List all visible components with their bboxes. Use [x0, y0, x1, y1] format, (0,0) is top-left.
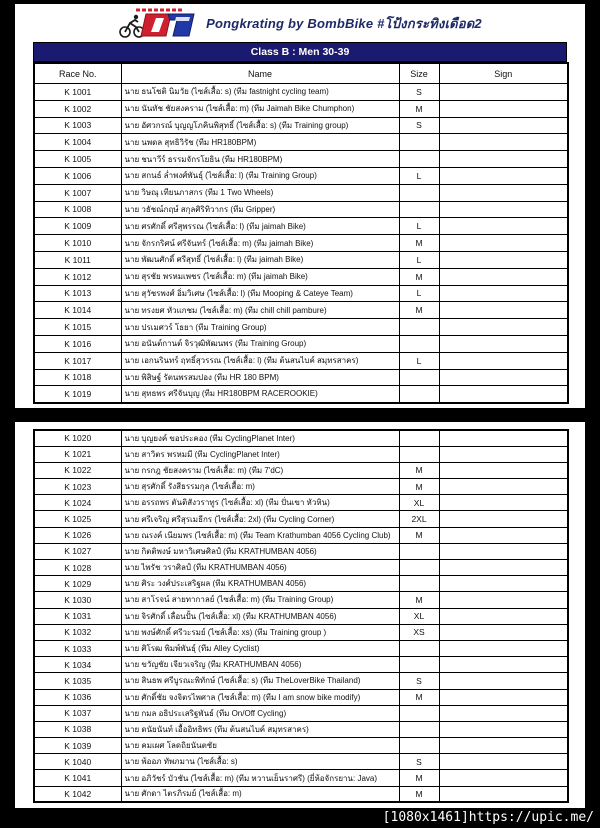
size-cell: M	[399, 462, 439, 478]
size-cell	[399, 738, 439, 754]
sign-cell	[439, 576, 568, 592]
race-no-cell: K 1007	[34, 184, 121, 201]
col-header-name: Name	[121, 63, 399, 84]
name-cell: นาย สินธพ ศรีบูรณะพิทักษ์ (ไซส์เสื้อ: s) (ทีม TheLoverBike Thailand)	[121, 673, 399, 689]
size-cell	[399, 201, 439, 218]
size-cell: S	[399, 84, 439, 101]
name-cell: นาย ธนโชติ นิมวัย (ไซส์เสื้อ: s) (ทีม fastnight cycling team)	[121, 84, 399, 101]
name-cell: นาย พิสิษฐ์ รัตนพรสมปอง (ทีม HR 180 BPM)	[121, 369, 399, 386]
size-cell: M	[399, 479, 439, 495]
race-no-cell: K 1036	[34, 689, 121, 705]
size-cell: XS	[399, 624, 439, 640]
sign-cell	[439, 640, 568, 656]
race-no-cell: K 1030	[34, 592, 121, 608]
race-no-cell: K 1041	[34, 770, 121, 786]
size-cell	[399, 319, 439, 336]
name-cell: นาย ชนาวีร์ ธรรมจักรโยธิน (ทีม HR180BPM)	[121, 151, 399, 168]
race-no-cell: K 1027	[34, 543, 121, 559]
name-cell: นาย นพดล สุทธิวิรัช (ทีม HR180BPM)	[121, 134, 399, 151]
name-cell: นาย กรกฎ ชัยสงคราม (ไซส์เสื้อ: m) (ทีม 7'dC)	[121, 462, 399, 478]
size-cell	[399, 640, 439, 656]
col-header-race-no: Race No.	[34, 63, 121, 84]
document-header	[15, 4, 585, 42]
size-cell: S	[399, 673, 439, 689]
document-page-2	[15, 422, 585, 808]
size-cell	[399, 446, 439, 462]
name-cell: นาย จักรกริศน์ ศรีจันทร์ (ไซส์เสื้อ: m) (ทีม jaimah Bike)	[121, 235, 399, 252]
page-title: Pongkrating by BombBike #โป้งกระทิงเดือด2	[206, 15, 482, 31]
race-no-cell: K 1028	[34, 560, 121, 576]
table-row	[34, 770, 568, 786]
sign-cell	[439, 251, 568, 268]
table-row	[34, 462, 568, 478]
size-cell: M	[399, 268, 439, 285]
race-no-cell: K 1002	[34, 100, 121, 117]
name-cell: นาย กมล อธิประเสริฐพันธ์ (ทีม On/Off Cycling)	[121, 705, 399, 721]
sign-cell	[439, 511, 568, 527]
table-row	[34, 84, 568, 101]
sign-cell	[439, 446, 568, 462]
table-row	[34, 201, 568, 218]
size-cell: L	[399, 218, 439, 235]
size-cell: L	[399, 352, 439, 369]
race-no-cell: K 1031	[34, 608, 121, 624]
race-no-cell: K 1004	[34, 134, 121, 151]
sign-cell	[439, 84, 568, 101]
size-cell: M	[399, 302, 439, 319]
sign-cell	[439, 608, 568, 624]
size-cell	[399, 543, 439, 559]
table-row	[34, 369, 568, 386]
name-cell: นาย บุญยงค์ ขอประคอง (ทีม CyclingPlanet Inter)	[121, 430, 399, 446]
table-row	[34, 302, 568, 319]
sign-cell	[439, 770, 568, 786]
name-cell: นาย พ้ออภ ทัพภมาน (ไซส์เสื้อ: s)	[121, 754, 399, 770]
name-cell: นาย สาโรจน์ สายทากาลย์ (ไซส์เสื้อ: m) (ทีม Training Group)	[121, 592, 399, 608]
table-row	[34, 167, 568, 184]
class-header-bar: Class B : Men 30-39	[33, 42, 567, 62]
name-cell: นาย ศรศักดิ์ ศรีสุพรรณ (ไซส์เสื้อ: l) (ทีม jaimah Bike)	[121, 218, 399, 235]
document-page-1	[15, 4, 585, 408]
race-no-cell: K 1023	[34, 479, 121, 495]
table-row	[34, 560, 568, 576]
race-no-cell: K 1019	[34, 386, 121, 403]
table-row	[34, 527, 568, 543]
size-cell: M	[399, 786, 439, 802]
name-cell: นาย สกนธ์ ล่ำพงศ์พันธุ์ (ไซส์เสื้อ: l) (ทีม Training Group)	[121, 167, 399, 184]
race-no-cell: K 1009	[34, 218, 121, 235]
table-row	[34, 319, 568, 336]
size-cell: 2XL	[399, 511, 439, 527]
sign-cell	[439, 430, 568, 446]
riders-table-1	[33, 62, 569, 404]
name-cell: นาย อภิวัชร์ บัวชัน (ไซส์เสื้อ: m) (ทีม หวานเย็นราศรี) (ยี่ห้อจักรยาน: Java)	[121, 770, 399, 786]
race-no-cell: K 1012	[34, 268, 121, 285]
table-row	[34, 689, 568, 705]
race-no-cell: K 1017	[34, 352, 121, 369]
race-no-cell: K 1029	[34, 576, 121, 592]
name-cell: นาย เอกนรินทร์ ฤทธิ์สุวรรณ (ไซส์เสื้อ: l) (ทีม ต้นสนไบค์ สมุทรสาคร)	[121, 352, 399, 369]
riders-table-2	[33, 429, 569, 803]
sign-cell	[439, 151, 568, 168]
sign-cell	[439, 786, 568, 802]
race-no-cell: K 1034	[34, 657, 121, 673]
table-row	[34, 738, 568, 754]
name-cell: นาย พงษ์ศักดิ์ ศรีวะรมย์ (ไซส์เสื้อ: xs) (ทีม Training group )	[121, 624, 399, 640]
table-row	[34, 251, 568, 268]
size-cell	[399, 386, 439, 403]
race-no-cell: K 1011	[34, 251, 121, 268]
sign-cell	[439, 167, 568, 184]
size-cell	[399, 657, 439, 673]
sign-cell	[439, 285, 568, 302]
size-cell: L	[399, 285, 439, 302]
name-cell: นาย อนันต์กานต์ จิรวุฒิพัฒนพร (ทีม Training Group)	[121, 335, 399, 352]
name-cell: นาย ศักดิ์ชัย จงจิตรไพศาล (ไซส์เสื้อ: m) (ทีม I am snow bike modify)	[121, 689, 399, 705]
sign-cell	[439, 302, 568, 319]
table-row	[34, 754, 568, 770]
race-no-cell: K 1001	[34, 84, 121, 101]
table-row	[34, 511, 568, 527]
sign-cell	[439, 319, 568, 336]
table-row	[34, 576, 568, 592]
race-no-cell: K 1013	[34, 285, 121, 302]
name-cell: นาย พัฒนศักดิ์ ศรีสุทธิ์ (ไซส์เสื้อ: l) (ทีม jaimah Bike)	[121, 251, 399, 268]
sign-cell	[439, 673, 568, 689]
race-no-cell: K 1015	[34, 319, 121, 336]
size-cell: S	[399, 754, 439, 770]
bike-team-logo-icon	[118, 6, 198, 40]
table-row	[34, 430, 568, 446]
name-cell: นาย อัศวกรณ์ บุญญโภคินพิสุทธิ์ (ไซส์เสื้อ: s) (ทีม Training group)	[121, 117, 399, 134]
name-cell: นาย สุทธพร ศรีจันบุญ (ทีม HR180BPM RACEROOKIE)	[121, 386, 399, 403]
race-no-cell: K 1014	[34, 302, 121, 319]
name-cell: นาย สุรชัย พรหมเพชร (ไซส์เสื้อ: m) (ทีม jaimah Bike)	[121, 268, 399, 285]
table-row	[34, 117, 568, 134]
table-row	[34, 786, 568, 802]
sign-cell	[439, 527, 568, 543]
table-header-row	[34, 63, 568, 84]
col-header-sign: Sign	[439, 63, 568, 84]
name-cell: นาย ปรเมศวร์ โธยา (ทีม Training Group)	[121, 319, 399, 336]
table-row	[34, 268, 568, 285]
size-cell: S	[399, 117, 439, 134]
race-no-cell: K 1033	[34, 640, 121, 656]
race-no-cell: K 1003	[34, 117, 121, 134]
sign-cell	[439, 657, 568, 673]
size-cell: M	[399, 770, 439, 786]
sign-cell	[439, 201, 568, 218]
size-cell: M	[399, 527, 439, 543]
name-cell: นาย ศรีเจริญ ศรีสุรเมธีกร (ไซส์เสื้อ: 2xl) (ทีม Cycling Corner)	[121, 511, 399, 527]
table-row	[34, 495, 568, 511]
sign-cell	[439, 738, 568, 754]
size-cell	[399, 184, 439, 201]
table-row	[34, 235, 568, 252]
sign-cell	[439, 386, 568, 403]
race-no-cell: K 1021	[34, 446, 121, 462]
sign-cell	[439, 235, 568, 252]
name-cell: นาย ณรงค์ เนียมพร (ไซส์เสื้อ: m) (ทีม Team Krathumban 4056 Cycling Club)	[121, 527, 399, 543]
race-no-cell: K 1018	[34, 369, 121, 386]
table-row	[34, 335, 568, 352]
name-cell: นาย ศักดา ไตรภิรมย์ (ไซส์เสื้อ: m)	[121, 786, 399, 802]
size-cell: XL	[399, 495, 439, 511]
size-cell	[399, 151, 439, 168]
table-row	[34, 592, 568, 608]
race-no-cell: K 1006	[34, 167, 121, 184]
sign-cell	[439, 268, 568, 285]
table-row	[34, 218, 568, 235]
sign-cell	[439, 184, 568, 201]
table-row	[34, 386, 568, 403]
race-no-cell: K 1010	[34, 235, 121, 252]
name-cell: นาย วิษณุ เทียนภาสกร (ทีม 1 Two Wheels)	[121, 184, 399, 201]
table-row	[34, 657, 568, 673]
race-no-cell: K 1008	[34, 201, 121, 218]
sign-cell	[439, 721, 568, 737]
sign-cell	[439, 754, 568, 770]
size-cell	[399, 560, 439, 576]
sign-cell	[439, 560, 568, 576]
sign-cell	[439, 479, 568, 495]
name-cell: นาย นันทัช ชัยสงคราม (ไซส์เสื้อ: m) (ทีม Jaimah Bike Chumphon)	[121, 100, 399, 117]
name-cell: นาย ทรงยศ หัวแกชม (ไซส์เสื้อ: m) (ทีม chill chill pambure)	[121, 302, 399, 319]
size-cell	[399, 705, 439, 721]
table-row	[34, 285, 568, 302]
sign-cell	[439, 335, 568, 352]
size-cell	[399, 576, 439, 592]
table-row	[34, 151, 568, 168]
sign-cell	[439, 592, 568, 608]
name-cell: นาย ไพรัช วราศิลป์ (ทีม KRATHUMBAN 4056)	[121, 560, 399, 576]
size-cell	[399, 430, 439, 446]
image-host-watermark: [1080x1461]https://upic.me/	[382, 810, 594, 825]
sign-cell	[439, 705, 568, 721]
table-row	[34, 352, 568, 369]
table-row	[34, 624, 568, 640]
table-row	[34, 134, 568, 151]
sign-cell	[439, 624, 568, 640]
race-no-cell: K 1032	[34, 624, 121, 640]
size-cell: L	[399, 167, 439, 184]
sign-cell	[439, 462, 568, 478]
sign-cell	[439, 543, 568, 559]
size-cell: M	[399, 592, 439, 608]
sign-cell	[439, 117, 568, 134]
table-row	[34, 673, 568, 689]
race-no-cell: K 1020	[34, 430, 121, 446]
sign-cell	[439, 134, 568, 151]
size-cell	[399, 721, 439, 737]
race-no-cell: K 1005	[34, 151, 121, 168]
race-no-cell: K 1038	[34, 721, 121, 737]
size-cell: M	[399, 689, 439, 705]
race-no-cell: K 1025	[34, 511, 121, 527]
col-header-size: Size	[399, 63, 439, 84]
name-cell: นาย กิตติพงษ์ มหาวิเศษศิลป์ (ทีม KRATHUMBAN 4056)	[121, 543, 399, 559]
name-cell: นาย ศิระ วงศ์ประเสริฐผล (ทีม KRATHUMBAN 4056)	[121, 576, 399, 592]
race-no-cell: K 1035	[34, 673, 121, 689]
name-cell: นาย คมเผศ โลดถิยนันตชัย	[121, 738, 399, 754]
table-row	[34, 721, 568, 737]
sign-cell	[439, 100, 568, 117]
size-cell: M	[399, 235, 439, 252]
size-cell: M	[399, 100, 439, 117]
sign-cell	[439, 218, 568, 235]
name-cell: นาย สุรศักดิ์ รังสีธรรมกุล (ไซส์เสื้อ: m)	[121, 479, 399, 495]
name-cell: นาย วธัชณ์กฤษ์ สกุลศิริทิวากร (ทีม Gripper)	[121, 201, 399, 218]
name-cell: นาย ดนัยนันท์ เอื้ออิทธิพร (ทีม ต้นสนไบค์ สมุทรสาคร)	[121, 721, 399, 737]
table-row	[34, 640, 568, 656]
size-cell	[399, 134, 439, 151]
name-cell: นาย ขวัญชัย เจียวเจริญ (ทีม KRATHUMBAN 4056)	[121, 657, 399, 673]
sign-cell	[439, 689, 568, 705]
sign-cell	[439, 369, 568, 386]
race-no-cell: K 1040	[34, 754, 121, 770]
name-cell: นาย จิรศักดิ์ เลื่อนปั้น (ไซส์เสื้อ: xl) (ทีม KRATHUMBAN 4056)	[121, 608, 399, 624]
race-no-cell: K 1022	[34, 462, 121, 478]
race-no-cell: K 1039	[34, 738, 121, 754]
sign-cell	[439, 352, 568, 369]
size-cell	[399, 369, 439, 386]
sign-cell	[439, 495, 568, 511]
name-cell: นาย สาวิตร พรหมมี (ทีม CyclingPlanet Inter)	[121, 446, 399, 462]
table-row	[34, 100, 568, 117]
race-no-cell: K 1037	[34, 705, 121, 721]
table-row	[34, 705, 568, 721]
name-cell: นาย อรรถพร ตันติสังวราทูร (ไซส์เสื้อ: xl) (ทีม ปั่นเขา หัวหิน)	[121, 495, 399, 511]
size-cell: L	[399, 251, 439, 268]
table-row	[34, 608, 568, 624]
table-row	[34, 446, 568, 462]
size-cell	[399, 335, 439, 352]
race-no-cell: K 1042	[34, 786, 121, 802]
size-cell: XL	[399, 608, 439, 624]
name-cell: นาย ศิโรฒ พิมพ์พันธุ์ (ทีม Alley Cyclist)	[121, 640, 399, 656]
race-no-cell: K 1026	[34, 527, 121, 543]
table-row	[34, 479, 568, 495]
table-row	[34, 543, 568, 559]
name-cell: นาย สุวัชรพงศ์ อิ่มวิเศษ (ไซส์เสื้อ: l) (ทีม Mooping & Cateye Team)	[121, 285, 399, 302]
table-row	[34, 184, 568, 201]
race-no-cell: K 1024	[34, 495, 121, 511]
race-no-cell: K 1016	[34, 335, 121, 352]
